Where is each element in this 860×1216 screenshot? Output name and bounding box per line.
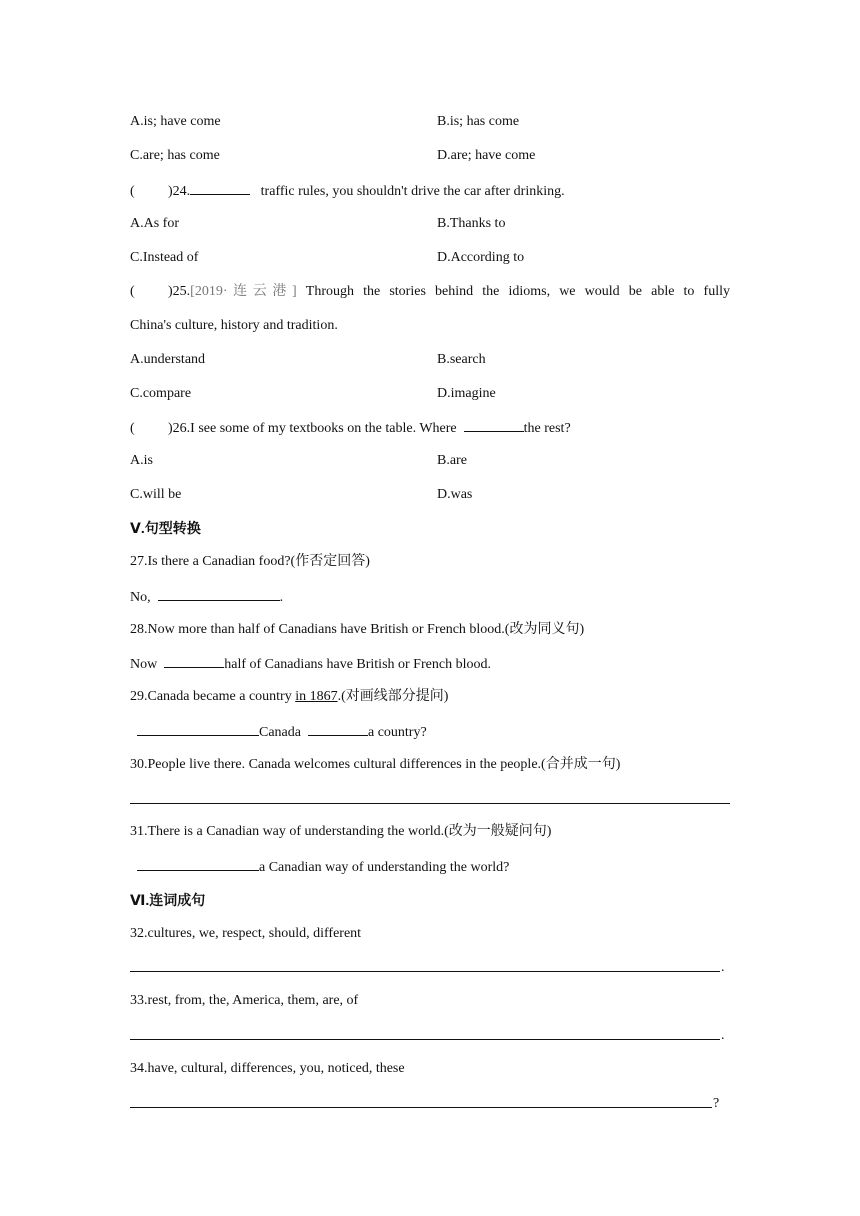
q24-option-b: B.Thanks to	[437, 216, 506, 231]
q25-option-b: B.search	[437, 352, 486, 367]
q27-answer: No, .	[130, 587, 283, 607]
q29-blank-1[interactable]	[137, 722, 259, 736]
answer-paren: (	[130, 284, 135, 299]
section-5-heading: Ⅴ.句型转换	[130, 520, 201, 536]
q25-option-c: C.compare	[130, 386, 192, 401]
q28-prompt: 28.Now more than half of Canadians have British or French blood.(改为同义句)	[130, 622, 585, 637]
q33-answer-line[interactable]	[130, 1039, 720, 1040]
q34-prompt: 34.have, cultural, differences, you, noticed, these	[130, 1061, 405, 1076]
q26-number: )26.	[168, 421, 191, 436]
q26-stem	[130, 418, 571, 438]
q29-answer: Canada a country?	[130, 722, 427, 742]
q34-answer-line[interactable]	[130, 1107, 712, 1108]
q33-prompt: 33.rest, from, the, America, them, are, of	[130, 993, 359, 1008]
q26-text-before: I see some of my textbooks on the table. Where	[190, 421, 457, 436]
q25-number: )25.	[168, 284, 191, 299]
q25-stem	[130, 283, 730, 301]
q31-prompt: 31.There is a Canadian way of understanding the world.(改为一般疑问句)	[130, 824, 552, 839]
q32-prompt: 32.cultures, we, respect, should, different	[130, 926, 362, 941]
q24-text: traffic rules, you shouldn't drive the car after drinking.	[260, 184, 565, 199]
q25-option-a: A.understand	[130, 352, 206, 367]
answer-paren: (	[130, 421, 135, 436]
q25-text-line1: Through the stories behind the idioms, we would be able to fully	[305, 284, 730, 299]
q24-blank[interactable]	[190, 181, 250, 195]
q26-option-d: D.was	[437, 487, 473, 502]
q26-blank[interactable]	[464, 418, 524, 432]
q27-blank[interactable]	[158, 587, 280, 601]
q24-stem	[130, 181, 565, 201]
q24-option-c: C.Instead of	[130, 250, 199, 265]
q30-answer-line[interactable]	[130, 803, 730, 804]
q33-end-punct: .	[721, 1028, 725, 1043]
q29-prompt: 29.Canada became a country in 1867.(对画线部分提问)	[130, 689, 449, 704]
q25-option-d: D.imagine	[437, 386, 496, 401]
q30-prompt: 30.People live there. Canada welcomes cultural differences in the people.(合并成一句)	[130, 757, 621, 772]
q28-blank[interactable]	[164, 654, 224, 668]
q26-option-c: C.will be	[130, 487, 182, 502]
q24-option-a: A.As for	[130, 216, 179, 231]
q25-source: [2019·连云港]	[190, 284, 297, 299]
q31-blank[interactable]	[137, 857, 259, 871]
q23-option-b: B.is; has come	[437, 114, 520, 129]
q29-underlined-phrase: in 1867	[295, 689, 338, 704]
q26-option-a: A.is	[130, 453, 153, 468]
q25-text-line2: China's culture, history and tradition.	[130, 318, 338, 333]
q24-option-d: D.According to	[437, 250, 525, 265]
q23-option-a: A.is; have come	[130, 114, 221, 129]
q26-text-after: the rest?	[523, 421, 571, 436]
q32-answer-line[interactable]	[130, 971, 720, 972]
q29-blank-2[interactable]	[308, 722, 368, 736]
section-6-heading: Ⅵ.连词成句	[130, 892, 206, 908]
q26-option-b: B.are	[437, 453, 467, 468]
q32-end-punct: .	[721, 960, 725, 975]
q24-number: )24.	[168, 184, 191, 199]
q31-answer: a Canadian way of understanding the world?	[130, 857, 509, 877]
q28-answer: Now half of Canadians have British or French blood.	[130, 654, 491, 674]
q23-option-c: C.are; has come	[130, 148, 220, 163]
q34-end-punct: ?	[713, 1096, 720, 1111]
q27-prompt: 27.Is there a Canadian food?(作否定回答)	[130, 554, 370, 569]
q23-option-d: D.are; have come	[437, 148, 536, 163]
answer-paren: (	[130, 184, 135, 199]
